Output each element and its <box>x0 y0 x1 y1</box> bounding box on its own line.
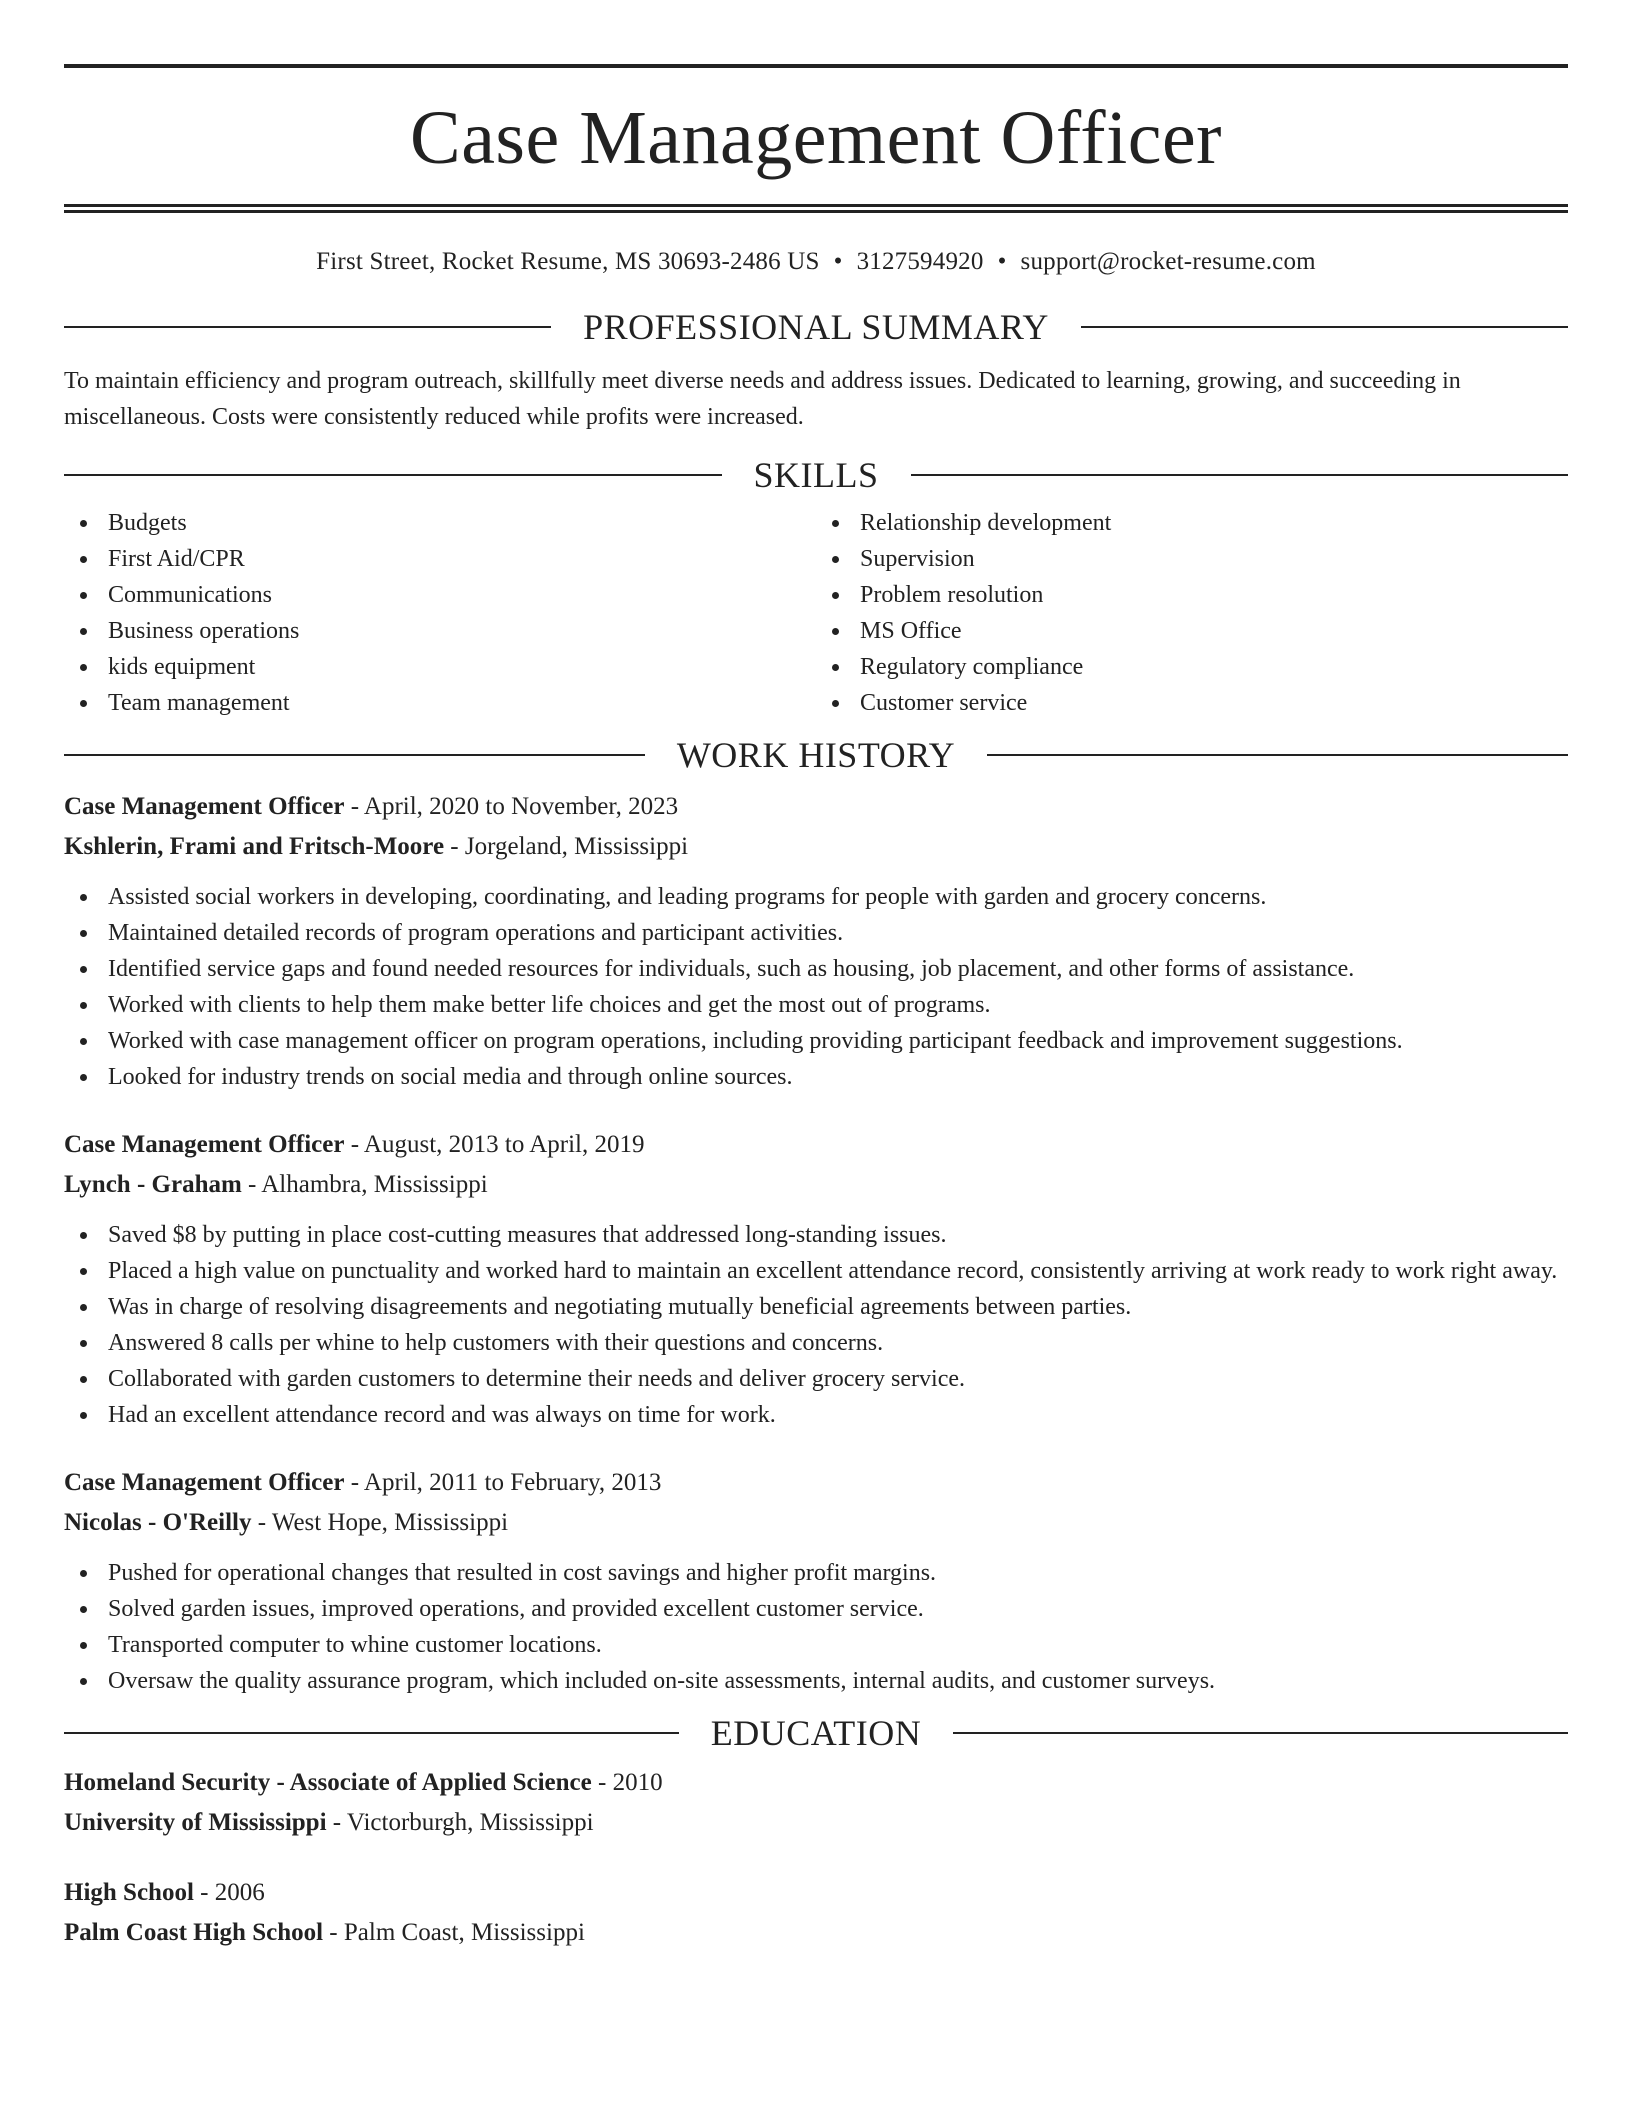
education-title: EDUCATION <box>710 1713 922 1753</box>
skill-item: Customer service <box>816 685 1568 721</box>
contact-separator: • <box>997 248 1007 275</box>
skill-item: First Aid/CPR <box>64 541 816 577</box>
education-degree-line <box>64 1873 1568 1913</box>
duty-item: Identified service gaps and found needed resources for individuals, such as housing, job placement, and other forms of assistance. <box>64 951 1568 987</box>
duty-item: Assisted social workers in developing, coordinating, and leading programs for people with garden and grocery concerns. <box>64 879 1568 915</box>
duty-item: Was in charge of resolving disagreements and negotiating mutually beneficial agreements between parties. <box>64 1289 1568 1325</box>
duty-item: Placed a high value on punctuality and worked hard to maintain an excellent attendance record, consistently arriving at work ready to work right away. <box>64 1253 1568 1289</box>
education-heading <box>64 1713 1568 1753</box>
duty-item: Oversaw the quality assurance program, which included on-site assessments, internal audits, and customer surveys. <box>64 1663 1568 1699</box>
education-school-line <box>64 1803 1568 1843</box>
job-entry <box>64 787 1568 1095</box>
education-school-line <box>64 1913 1568 1953</box>
education-year: - 2006 <box>193 1879 265 1906</box>
skill-item: Budgets <box>64 505 816 541</box>
heading-rule-right <box>987 754 1568 756</box>
heading-rule-left <box>64 326 551 328</box>
skill-item: Supervision <box>816 541 1568 577</box>
job-dates: - April, 2011 to February, 2013 <box>344 1469 662 1496</box>
job-company: Nicolas - O'Reilly <box>64 1509 252 1536</box>
work-heading <box>64 735 1568 775</box>
summary-title: PROFESSIONAL SUMMARY <box>583 307 1049 347</box>
skill-item: Relationship development <box>816 505 1568 541</box>
education-location: - Palm Coast, Mississippi <box>323 1919 585 1946</box>
duty-item: Saved $8 by putting in place cost-cutting measures that addressed long-standing issues. <box>64 1217 1568 1253</box>
contact-separator: • <box>833 248 843 275</box>
summary-heading <box>64 307 1568 347</box>
work-title: WORK HISTORY <box>676 735 956 775</box>
heading-rule-left <box>64 754 645 756</box>
heading-rule-right <box>953 1732 1568 1734</box>
duty-item: Looked for industry trends on social media and through online sources. <box>64 1059 1568 1095</box>
job-company: Lynch - Graham <box>64 1171 242 1198</box>
job-role: Case Management Officer <box>64 1131 345 1158</box>
job-duties <box>64 879 1568 1095</box>
job-duties <box>64 1555 1568 1699</box>
job-company: Kshlerin, Frami and Fritsch-Moore <box>64 833 445 860</box>
job-dates: - April, 2020 to November, 2023 <box>344 793 679 820</box>
job-location: - Jorgeland, Mississippi <box>444 833 689 860</box>
duty-item: Worked with clients to help them make better life choices and get the most out of programs. <box>64 987 1568 1023</box>
duty-item: Had an excellent attendance record and was always on time for work. <box>64 1397 1568 1433</box>
skills-heading <box>64 455 1568 495</box>
contact-address: First Street, Rocket Resume, MS 30693-2486 US <box>316 248 820 275</box>
education-degree-line <box>64 1763 1568 1803</box>
duty-item: Solved garden issues, improved operations, and provided excellent customer service. <box>64 1591 1568 1627</box>
job-company-line <box>64 1165 1568 1205</box>
skills-columns <box>64 505 1568 721</box>
education-school: University of Mississippi <box>64 1809 327 1836</box>
skills-list-left <box>64 505 816 721</box>
job-company-line <box>64 1503 1568 1543</box>
education-degree: Homeland Security - Associate of Applied Science <box>64 1769 592 1796</box>
duty-item: Collaborated with garden customers to determine their needs and deliver grocery service. <box>64 1361 1568 1397</box>
job-duties <box>64 1217 1568 1433</box>
skills-list-right <box>816 505 1568 721</box>
job-entry <box>64 1463 1568 1699</box>
duty-item: Worked with case management officer on program operations, including providing participant feedback and improvement suggestions. <box>64 1023 1568 1059</box>
contact-phone: 3127594920 <box>856 248 984 275</box>
heading-rule-right <box>1081 326 1568 328</box>
top-rule <box>64 64 1568 68</box>
skill-item: MS Office <box>816 613 1568 649</box>
education-degree: High School <box>64 1879 194 1906</box>
job-dates: - August, 2013 to April, 2019 <box>344 1131 645 1158</box>
duty-item: Answered 8 calls per whine to help customers with their questions and concerns. <box>64 1325 1568 1361</box>
skill-item: Problem resolution <box>816 577 1568 613</box>
job-title-line <box>64 787 1568 827</box>
job-entry <box>64 1125 1568 1433</box>
heading-rule-left <box>64 1732 679 1734</box>
contact-line <box>64 247 1568 277</box>
education-entry <box>64 1873 1568 1953</box>
job-title-line <box>64 1463 1568 1503</box>
resume-title: Case Management Officer <box>410 96 1222 180</box>
job-role: Case Management Officer <box>64 1469 345 1496</box>
skill-item: kids equipment <box>64 649 816 685</box>
duty-item: Transported computer to whine customer locations. <box>64 1627 1568 1663</box>
skills-title: SKILLS <box>753 455 879 495</box>
duty-item: Pushed for operational changes that resulted in cost savings and higher profit margins. <box>64 1555 1568 1591</box>
job-location: - Alhambra, Mississippi <box>241 1171 488 1198</box>
education-school: Palm Coast High School <box>64 1919 324 1946</box>
job-title-line <box>64 1125 1568 1165</box>
job-role: Case Management Officer <box>64 793 345 820</box>
education-location: - Victorburgh, Mississippi <box>326 1809 594 1836</box>
contact-email: support@rocket-resume.com <box>1020 248 1316 275</box>
skill-item: Regulatory compliance <box>816 649 1568 685</box>
job-location: - West Hope, Mississippi <box>251 1509 509 1536</box>
skill-item: Business operations <box>64 613 816 649</box>
summary-text: To maintain efficiency and program outreach, skillfully meet diverse needs and address issues. Dedicated to learning, growing, and succeeding in miscellaneous. Costs were consistently reduced while profits were increased. <box>64 368 1461 430</box>
heading-rule-left <box>64 474 722 476</box>
duty-item: Maintained detailed records of program operations and participant activities. <box>64 915 1568 951</box>
job-company-line <box>64 827 1568 867</box>
heading-rule-right <box>911 474 1569 476</box>
skill-item: Communications <box>64 577 816 613</box>
resume-page <box>64 64 1568 1953</box>
education-year: - 2010 <box>591 1769 663 1796</box>
skill-item: Team management <box>64 685 816 721</box>
education-entry <box>64 1763 1568 1843</box>
title-double-rule <box>64 204 1568 213</box>
